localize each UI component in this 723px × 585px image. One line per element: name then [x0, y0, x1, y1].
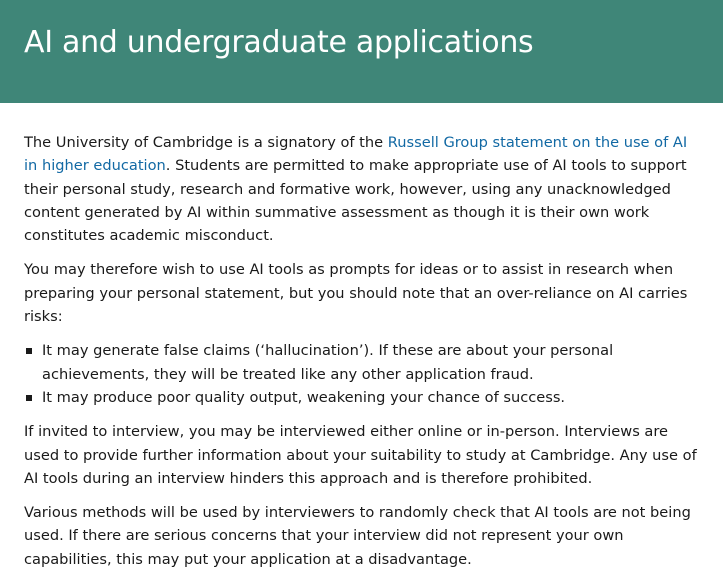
risks-list: [24, 339, 699, 409]
checks-paragraph: Various methods will be used by interviewers to randomly check that AI tools are not being used. If there are serious concerns that your interview did not represent your own capabilities, this may put your application at a disadvantage.: [24, 504, 691, 568]
intro-text-after-link: . Students are permitted to make appropriate use of AI tools to support their personal study, research and formative work, however, using any unacknowledged content generated by AI within summative assessment as though it is their own work constitutes academic misconduct.: [24, 157, 687, 245]
intro-paragraph: [24, 131, 699, 247]
risks-intro-paragraph: You may therefore wish to use AI tools as prompts for ideas or to assist in research when preparing your personal statement, but you should note that an over-reliance on AI carries risks:: [24, 261, 688, 326]
risk-item-poor-quality: It may produce poor quality output, weakening your chance of success.: [42, 386, 699, 409]
intro-text-before-link: The University of Cambridge is a signatory of the: [24, 134, 388, 151]
risk-item-hallucination: It may generate false claims (‘hallucination’). If these are about your personal achievements, they will be treated like any other application fraud.: [42, 339, 699, 386]
russell-group-statement-link[interactable]: Russell Group statement on the use of AI in higher education: [24, 134, 688, 175]
interview-paragraph: If invited to interview, you may be interviewed either online or in-person. Interviews are used to provide further information about your suitability to study at Cambridge. Any use of AI tools during an interview hinders this approach and is therefore prohibited.: [24, 423, 697, 487]
page-header: [0, 0, 723, 103]
main-content: [0, 103, 723, 571]
page-title: AI and undergraduate applications: [24, 25, 534, 60]
